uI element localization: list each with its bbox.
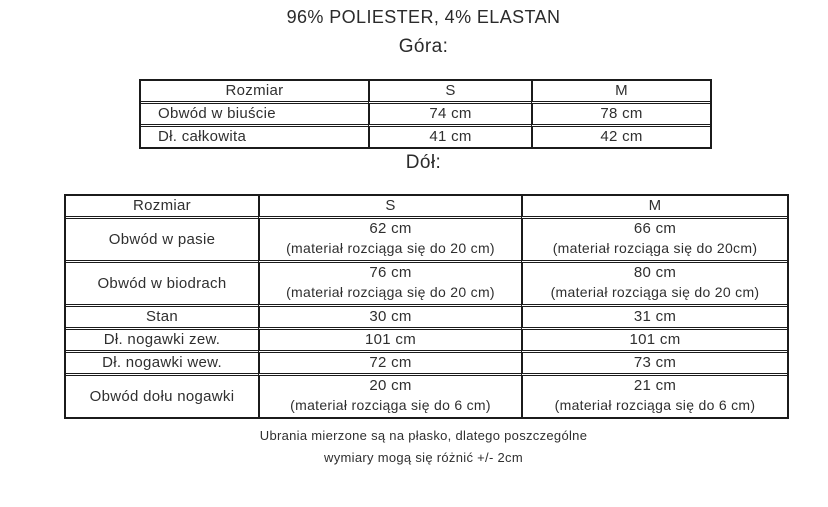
row-label: Obwód w pasie xyxy=(66,216,258,260)
value-m: 78 cm xyxy=(531,101,710,124)
row-label: Obwód w biodrach xyxy=(66,260,258,304)
value-s: 72 cm xyxy=(258,350,521,373)
value-text: 76 cm xyxy=(369,264,412,281)
value-m: 42 cm xyxy=(531,124,710,147)
header-cell-rozmiar: Rozmiar xyxy=(225,82,284,99)
row-label: Dł. nogawki wew. xyxy=(66,350,258,373)
table-row xyxy=(66,304,787,327)
value-s xyxy=(258,216,521,260)
page-title: 96% POLIESTER, 4% ELASTAN xyxy=(286,7,561,27)
value-m xyxy=(521,373,787,417)
header-cell-rozmiar: Rozmiar xyxy=(133,197,191,214)
row-label: Dł. nogawki zew. xyxy=(66,327,258,350)
section-heading-dol: Dół: xyxy=(405,152,442,173)
value-m: 101 cm xyxy=(521,327,787,350)
value-s: 30 cm xyxy=(258,304,521,327)
table-row xyxy=(66,373,787,417)
table-row xyxy=(66,216,787,260)
value-m: 73 cm xyxy=(521,350,787,373)
value-text: 62 cm xyxy=(369,220,412,237)
value-s: 41 cm xyxy=(368,124,531,147)
value-s xyxy=(258,373,521,417)
table-header-row xyxy=(66,196,787,216)
dol-size-table xyxy=(64,194,789,419)
table-row xyxy=(66,350,787,373)
value-text: 66 cm xyxy=(633,220,677,237)
value-note: (materiał rozciąga się do 6 cm) xyxy=(290,397,491,413)
table-header-row xyxy=(141,81,710,101)
gora-size-table xyxy=(139,79,712,149)
value-text: 21 cm xyxy=(633,377,677,394)
value-m: 31 cm xyxy=(521,304,787,327)
header-cell-s: S xyxy=(368,81,531,101)
header-cell-m: M xyxy=(531,81,710,101)
value-s: 74 cm xyxy=(368,101,531,124)
value-text: 80 cm xyxy=(633,264,677,281)
table-row xyxy=(66,327,787,350)
value-s: 101 cm xyxy=(258,327,521,350)
measurement-disclaimer-line2: wymiary mogą się różnić +/- 2cm xyxy=(324,450,523,465)
measurement-disclaimer-line1: Ubrania mierzone są na płasko, dlatego poszczególne xyxy=(259,428,588,443)
header-cell-m: M xyxy=(521,196,787,216)
value-m xyxy=(521,260,787,304)
value-note: (materiał rozciąga się do 6 cm) xyxy=(554,397,756,413)
row-label: Dł. całkowita xyxy=(141,124,368,147)
value-note: (materiał rozciąga się do 20 cm) xyxy=(286,284,495,300)
value-text: 20 cm xyxy=(369,377,412,394)
table-row xyxy=(141,124,710,147)
section-heading-gora: Góra: xyxy=(398,36,449,57)
row-label: Obwód w biuście xyxy=(141,101,368,124)
value-note: (materiał rozciąga się do 20 cm) xyxy=(550,284,760,300)
value-note: (materiał rozciąga się do 20 cm) xyxy=(286,240,495,256)
header-cell-s: S xyxy=(258,196,521,216)
value-m xyxy=(521,216,787,260)
row-label: Obwód dołu nogawki xyxy=(66,373,258,417)
table-row xyxy=(141,101,710,124)
row-label: Stan xyxy=(66,304,258,327)
value-s xyxy=(258,260,521,304)
table-row xyxy=(66,260,787,304)
value-note: (materiał rozciąga się do 20cm) xyxy=(552,240,758,256)
